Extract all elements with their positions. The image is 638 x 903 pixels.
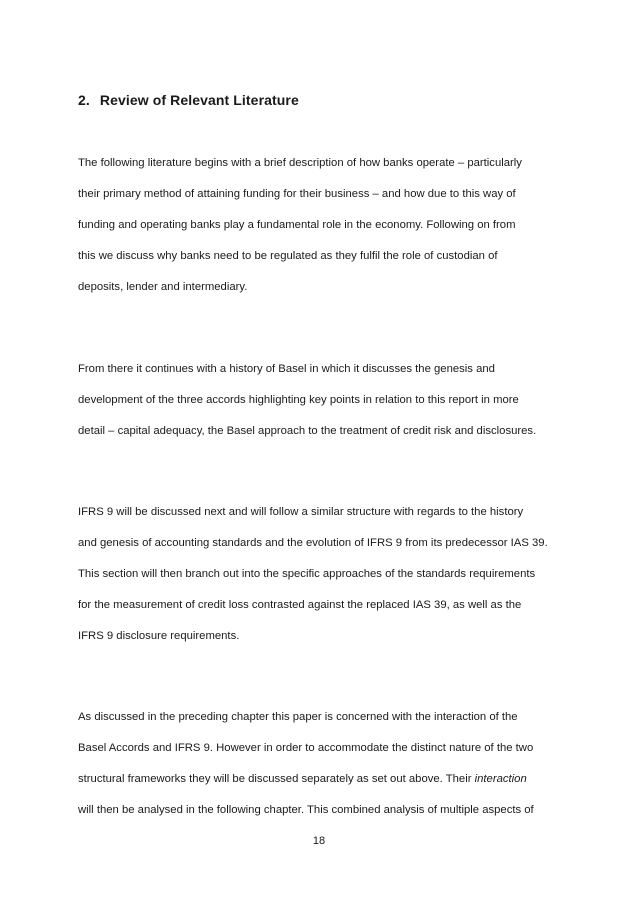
- emphasis-interaction: interaction: [474, 773, 527, 785]
- paragraph-3-line-3: This section will then branch out into the specific approaches of the standards requirements: [78, 568, 536, 580]
- paragraph-4-line-1: As discussed in the preceding chapter this paper is concerned with the interaction of the: [78, 711, 518, 723]
- paragraph-1-line-5: deposits, lender and intermediary.: [78, 281, 248, 293]
- paragraph-3-line-1: IFRS 9 will be discussed next and will follow a similar structure with regards to the history: [78, 506, 524, 518]
- paragraph-3-line-4: for the measurement of credit loss contrasted against the replaced IAS 39, as well as the: [78, 599, 522, 611]
- page-number: 18: [312, 835, 326, 847]
- section-heading: [78, 92, 299, 108]
- paragraph-2-line-3: detail – capital adequacy, the Basel approach to the treatment of credit risk and disclosures.: [78, 425, 537, 437]
- paragraph-3-line-2: and genesis of accounting standards and the evolution of IFRS 9 from its predecessor IAS 39.: [78, 537, 548, 549]
- paragraph-1-line-3: funding and operating banks play a fundamental role in the economy. Following on from: [78, 219, 516, 231]
- paragraph-4-line-4: will then be analysed in the following chapter. This combined analysis of multiple aspects of: [78, 804, 534, 816]
- paragraph-4-line-3: [78, 772, 527, 786]
- paragraph-4-line-3-text: structural frameworks they will be discussed separately as set out above. Their: [78, 773, 475, 785]
- paragraph-4-line-2: Basel Accords and IFRS 9. However in order to accommodate the distinct nature of the two: [78, 742, 534, 754]
- paragraph-1-line-1: The following literature begins with a brief description of how banks operate – particularly: [78, 157, 522, 169]
- paragraph-1-line-4: this we discuss why banks need to be regulated as they fulfil the role of custodian of: [78, 250, 498, 262]
- paragraph-3-line-5: IFRS 9 disclosure requirements.: [78, 630, 240, 642]
- paragraph-2-line-1: From there it continues with a history of Basel in which it discusses the genesis and: [78, 363, 495, 375]
- section-number: 2.: [78, 92, 90, 108]
- paragraph-1-line-2: their primary method of attaining funding for their business – and how due to this way of: [78, 188, 516, 200]
- paragraph-2-line-2: development of the three accords highlighting key points in relation to this report in more: [78, 394, 519, 406]
- section-title: Review of Relevant Literature: [99, 92, 299, 108]
